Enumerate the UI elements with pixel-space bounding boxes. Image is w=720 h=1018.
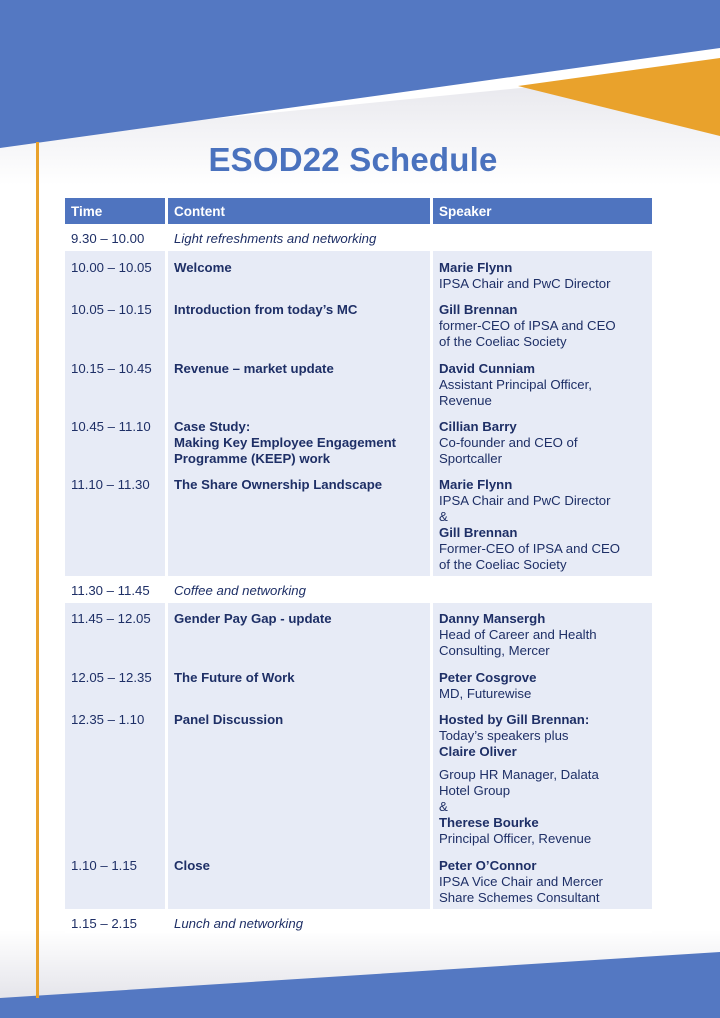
speaker-name: Peter Cosgrove: [439, 670, 537, 685]
speaker-role: IPSA Chair and PwC Director: [439, 276, 611, 291]
table-row: [65, 662, 652, 704]
speaker-role: Principal Officer, Revenue: [439, 831, 592, 846]
speaker-name: Marie Flynn: [439, 260, 513, 275]
speaker-role: former-CEO of IPSA and CEO: [439, 318, 616, 333]
speaker-role: Co-founder and CEO of: [439, 435, 578, 450]
speaker-role: Hotel Group: [439, 783, 511, 798]
speaker-role: Group HR Manager, Dalata: [439, 767, 599, 782]
row-time: 11.10 – 11.30: [65, 469, 168, 576]
row-speaker: [433, 850, 652, 909]
header-time: Time: [65, 198, 168, 224]
table-row: [65, 704, 652, 850]
row-time: 1.15 – 2.15: [65, 909, 168, 933]
speaker-role: of the Coeliac Society: [439, 557, 567, 572]
row-speaker: [433, 603, 652, 662]
speaker-name: Peter O’Connor: [439, 858, 537, 873]
speaker-role: Assistant Principal Officer,: [439, 377, 592, 392]
ampersand: &: [439, 509, 448, 524]
row-content: The Share Ownership Landscape: [168, 469, 433, 576]
table-row: [65, 603, 652, 662]
row-time: 9.30 – 10.00: [65, 224, 168, 251]
speaker-role: Former-CEO of IPSA and CEO: [439, 541, 621, 556]
speaker-name: Danny Mansergh: [439, 611, 546, 626]
speaker-name: Claire Oliver: [439, 744, 517, 759]
row-time: 10.00 – 10.05: [65, 251, 168, 293]
row-content: Panel Discussion: [168, 704, 433, 850]
speaker-role: Sportcaller: [439, 451, 503, 466]
row-speaker: [433, 352, 652, 410]
speaker-role: IPSA Chair and PwC Director: [439, 493, 611, 508]
table-header-row: [65, 198, 652, 224]
content-line: Case Study:: [174, 419, 251, 434]
speaker-name: David Cunniam: [439, 361, 535, 376]
page-title: ESOD22 Schedule: [208, 141, 498, 178]
row-content: Close: [168, 850, 433, 909]
spacer: [439, 760, 646, 767]
row-time: 11.30 – 11.45: [65, 576, 168, 603]
speaker-role: MD, Futurewise: [439, 686, 532, 701]
row-content: Lunch and networking: [168, 909, 652, 933]
row-speaker: [433, 704, 652, 850]
table-row: [65, 352, 652, 410]
row-speaker: [433, 469, 652, 576]
row-time: 11.45 – 12.05: [65, 603, 168, 662]
row-speaker: [433, 293, 652, 352]
row-content: Coffee and networking: [168, 576, 652, 603]
row-speaker: [433, 251, 652, 293]
table-row: [65, 850, 652, 909]
content-line: Making Key Employee Engagement: [174, 435, 397, 450]
row-content: Gender Pay Gap - update: [168, 603, 433, 662]
row-time: 10.05 – 10.15: [65, 293, 168, 352]
row-content: The Future of Work: [168, 662, 433, 704]
speaker-role: Consulting, Mercer: [439, 643, 550, 658]
speaker-role: Share Schemes Consultant: [439, 890, 600, 905]
row-time: 10.15 – 10.45: [65, 352, 168, 410]
row-content: Welcome: [168, 251, 433, 293]
row-time: 10.45 – 11.10: [65, 410, 168, 469]
header-content: Content: [168, 198, 433, 224]
header-speaker: Speaker: [433, 198, 652, 224]
panel-host: Hosted by Gill Brennan:: [439, 712, 590, 727]
row-speaker: [433, 410, 652, 469]
speaker-role: Revenue: [439, 393, 492, 408]
row-time: 1.10 – 1.15: [65, 850, 168, 909]
row-time: 12.05 – 12.35: [65, 662, 168, 704]
speaker-role: of the Coeliac Society: [439, 334, 567, 349]
speaker-name: Gill Brennan: [439, 525, 518, 540]
speaker-name: Cillian Barry: [439, 419, 517, 434]
row-content: Introduction from today’s MC: [168, 293, 433, 352]
table-row: [65, 251, 652, 293]
table-row: [65, 576, 652, 603]
content-line: Programme (KEEP) work: [174, 451, 331, 466]
panel-host-sub: Today’s speakers plus: [439, 728, 569, 743]
table-row: [65, 909, 652, 933]
row-content: Revenue – market update: [168, 352, 433, 410]
schedule-table: [65, 198, 652, 933]
row-speaker: [433, 662, 652, 704]
table-row: [65, 293, 652, 352]
row-content: [168, 410, 433, 469]
ampersand: &: [439, 799, 448, 814]
speaker-role: Head of Career and Health: [439, 627, 597, 642]
table-row: [65, 224, 652, 251]
table-row: [65, 469, 652, 576]
speaker-name: Therese Bourke: [439, 815, 539, 830]
row-time: 12.35 – 1.10: [65, 704, 168, 850]
speaker-name: Gill Brennan: [439, 302, 518, 317]
speaker-role: IPSA Vice Chair and Mercer: [439, 874, 603, 889]
table-row: [65, 410, 652, 469]
row-content: Light refreshments and networking: [168, 224, 652, 251]
orange-vertical-line: [36, 142, 39, 998]
speaker-name: Marie Flynn: [439, 477, 513, 492]
